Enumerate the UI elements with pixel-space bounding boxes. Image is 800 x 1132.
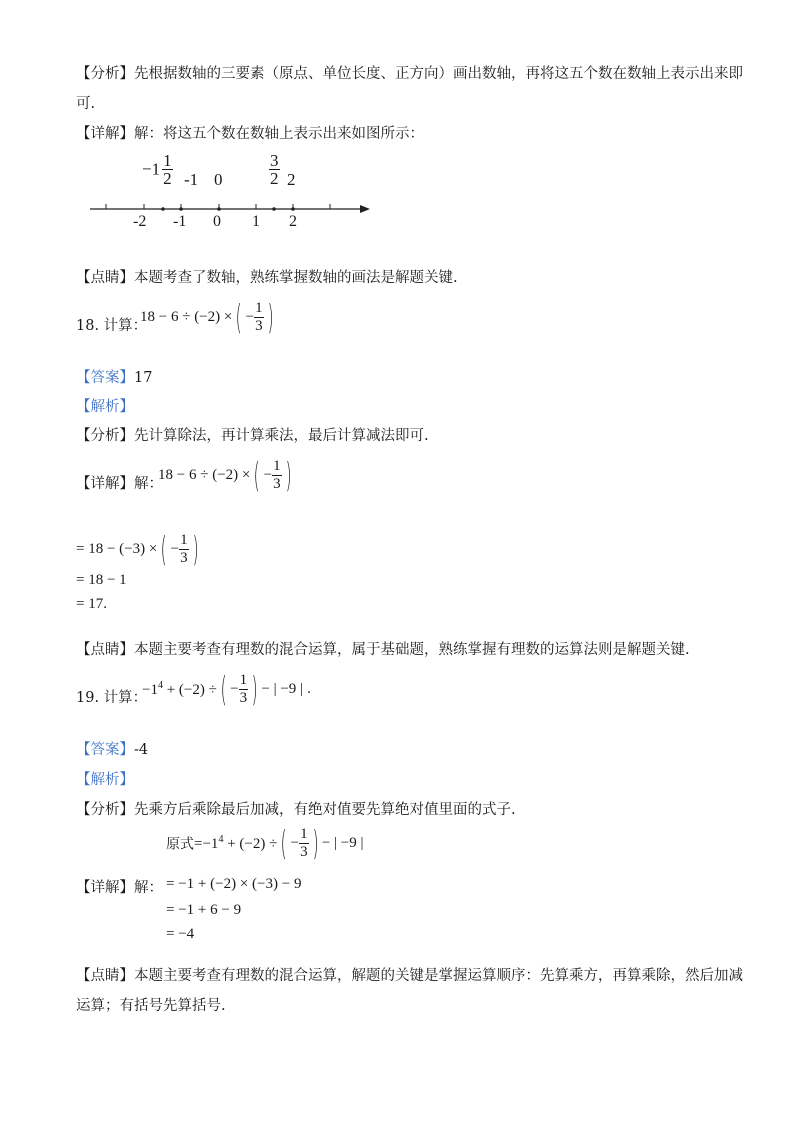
step-1: = 18 − (−3) × ( − $\frac{1}{3}$ )	[76, 529, 199, 570]
analysis-tag: 【分析】	[76, 802, 134, 818]
remark-line	[76, 268, 458, 288]
remark-line-2: 运算；有括号先算括号.	[76, 998, 226, 1014]
analysis-line-2: 可.	[76, 96, 96, 112]
detail-text: 解：将这五个数在数轴上表示出来如图所示：	[134, 126, 424, 142]
analysis-text: 先乘方后乘除最后加减，有绝对值要先算绝对值里面的式子.	[134, 802, 516, 818]
detail-text: 解：	[134, 476, 163, 492]
axis-arrow	[360, 205, 370, 213]
detail-line	[76, 474, 163, 494]
tick-label: -2	[133, 213, 147, 230]
analysis-line	[76, 64, 743, 84]
remark-tag: 【点睛】	[76, 270, 134, 286]
question-number: 19. 计算：	[76, 690, 148, 706]
remark-line	[76, 640, 690, 660]
label-zero: 0	[214, 170, 223, 189]
tick-label: -1	[173, 213, 187, 230]
answer-tag: 【答案】	[76, 742, 134, 758]
remark-line	[76, 966, 743, 986]
answer-tag: 【答案】	[76, 370, 134, 386]
detail-tag: 【详解】	[76, 476, 134, 492]
tick-label: 2	[289, 213, 297, 230]
point-neg-1.5	[161, 207, 165, 211]
analysis-text: 先根据数轴的三要素（原点、单位长度、正方向）画出数轴，再将这五个数在数轴上表示出来即	[134, 66, 743, 82]
question-19-expression: $-1^4 + (-2)$ ÷ ( − $\frac{1}{3}$ ) − | −9 | .	[142, 669, 311, 710]
label-two: 2	[287, 170, 296, 189]
remark-text: 本题主要考查有理数的混合运算，属于基础题，熟练掌握有理数的运算法则是解题关键.	[134, 642, 690, 658]
remark-tag: 【点睛】	[76, 642, 134, 658]
detail-line	[76, 878, 163, 898]
step-1: = −1 + (−2) × (−3) − 9	[166, 876, 302, 892]
answer-value: -4	[134, 742, 149, 758]
tick-label: 1	[252, 213, 260, 230]
analysis-text: 先计算除法，再计算乘法，最后计算减法即可.	[134, 428, 429, 444]
question-19	[76, 688, 147, 708]
step-3: = −4	[166, 926, 195, 942]
remark-tag: 【点睛】	[76, 968, 134, 984]
step-2: = −1 + 6 − 9	[166, 902, 242, 918]
analysis-line	[76, 426, 429, 446]
detail-text: 解：	[134, 880, 163, 896]
point-2	[291, 207, 295, 211]
point-neg-1	[179, 207, 183, 211]
point-0	[217, 207, 221, 211]
label-three-halves: $\frac{3}{2}$	[270, 151, 279, 188]
detail-expression: 18 − 6 ÷ (−2) × ( − $\frac{1}{3}$ )	[158, 455, 292, 496]
label-minus-one: -1	[184, 170, 199, 189]
analysis-tag: 【分析】	[76, 428, 134, 444]
remark-text: 本题主要考查有理数的混合运算，解题的关键是掌握运算顺序：先算乘方，再算乘除，然后加减	[134, 968, 743, 984]
question-18	[76, 316, 147, 336]
step-3: = 17.	[76, 596, 107, 612]
original-expression: 原式$=-1^4 + (-2)$ ÷ ( − $\frac{1}{3}$ ) − | −9 |	[166, 823, 364, 864]
detail-tag: 【详解】	[76, 880, 134, 896]
remark-text: 本题考查了数轴，熟练掌握数轴的画法是解题关键.	[134, 270, 458, 286]
tick-label: 0	[213, 213, 221, 230]
analysis-tag: 【分析】	[76, 66, 134, 82]
detail-line	[76, 124, 424, 144]
question-18-expression: 18 − 6 ÷ (−2) × ( − $\frac{1}{3}$ )	[140, 297, 274, 338]
analysis-line	[76, 800, 516, 820]
answer-line	[76, 368, 152, 388]
detail-tag: 【详解】	[76, 126, 134, 142]
number-line	[80, 195, 380, 225]
label-neg-one-and-half: −1 $\frac{1}{2}$	[142, 151, 172, 188]
point-1.5	[272, 207, 276, 211]
explanation-tag: 【解析】	[76, 772, 134, 788]
question-number: 18. 计算：	[76, 318, 148, 334]
explanation-tag: 【解析】	[76, 399, 134, 415]
answer-line	[76, 740, 148, 760]
answer-value: 17	[134, 370, 153, 386]
step-2: = 18 − 1	[76, 572, 127, 588]
